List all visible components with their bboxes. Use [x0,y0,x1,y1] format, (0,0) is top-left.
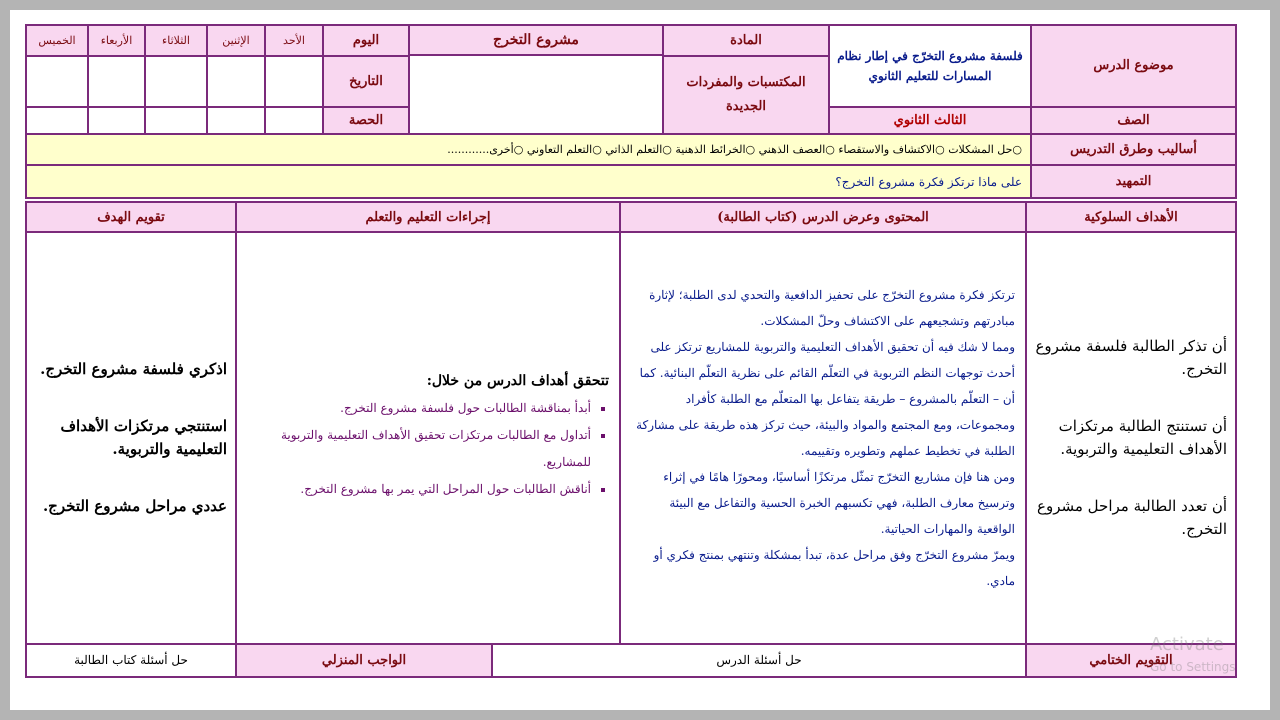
intro-value: على ماذا ترتكز فكرة مشروع التخرج؟ [26,165,1031,198]
objective-item: أن تذكر الطالبة فلسفة مشروع التخرج. [1035,336,1227,378]
day-label: اليوم [323,25,409,56]
objective-item: أن تعدد الطالبة مراحل مشروع التخرج. [1037,496,1227,538]
lesson-body-table [25,201,1237,678]
date-label: التاريخ [323,56,409,106]
period-label: الحصة [323,107,409,134]
day-sunday: الأحد [265,25,323,56]
methods-label: أساليب وطرق التدريس [1031,134,1236,165]
objective-item: أن تستنتج الطالبة مرتكزات الأهداف التعليمية والتربوية. [1058,416,1227,458]
content-paragraph: ترتكز فكرة مشروع التخرّج على تحفيز الدافعية والتحدي لدى الطلبة؛ لإثارة مبادرتهم وتشجيعهم على الاكتشاف وحلّ المشكلات. [649,287,1015,328]
date-cell-wednesday [88,56,145,106]
objectives-header: الأهداف السلوكية [1026,202,1236,232]
period-cell-wednesday [88,107,145,134]
procedures-header: إجراءات التعليم والتعلم [236,202,620,232]
period-cell-tuesday [145,107,207,134]
activation-watermark: Activate [1150,634,1224,655]
date-cell-monday [207,56,265,106]
homework-label: الواجب المنزلي [236,644,492,677]
content-header: المحتوى وعرض الدرس (كتاب الطالبة) [620,202,1026,232]
objectives-cell [1026,232,1236,644]
grade-value: الثالث الثانوي [829,107,1031,134]
content-paragraph: ويمرّ مشروع التخرّج وفق مراحل عدة، تبدأ بمشكلة وتنتهي بمنتج فكري أو مادي. [653,547,1015,588]
topic-label: موضوع الدرس [1031,25,1236,107]
lesson-header-table [25,24,1237,199]
procedure-item: ▪ أناقش الطالبات حول المراحل التي يمر بها مشروع التخرج. [247,476,591,503]
procedure-item: ▪ أتداول مع الطالبات مرتكزات تحقيق الأهداف التعليمية والتربوية للمشاريع. [247,422,591,476]
period-cell-thursday [26,107,88,134]
skills-label: المكتسبات والمفردات الجديدة [663,56,829,134]
evaluation-item: استنتجي مرتكزات الأهداف التعليمية والتربوية. [60,416,227,458]
evaluation-item: عددي مراحل مشروع التخرج. [42,496,227,515]
day-wednesday: الأربعاء [88,25,145,56]
date-cell-tuesday [145,56,207,106]
project-label-cell [409,25,663,134]
day-monday: الإثنين [207,25,265,56]
final-eval-value: حل أسئلة الدرس [492,644,1026,677]
procedures-intro: تتحقق أهداف الدرس من خلال: [426,372,609,389]
content-paragraph: ومما لا شك فيه أن تحقيق الأهداف التعليمية والتربوية للمشاريع ترتكز على أحدث توجهات النظم التربوية في التعلّم القائم على نظرية التعلّم البنائية. كما أن – التعلّم بالمشروع – طريقة يتفاعل بها المتعلّم مع الطلبة كأفراد ومجموعات، ومع المجتمع والمواد والبيئة، حيث تركز هذه طريقة على مشاركة الطلبة في تخطيط عملهم وتطويره وتقييمه. [636,339,1015,458]
subject-label: المادة [663,25,829,56]
grade-label: الصف [1031,107,1236,134]
date-cell-sunday [265,56,323,106]
evaluation-item: اذكري فلسفة مشروع التخرج. [40,359,227,378]
evaluation-header: تقويم الهدف [26,202,236,232]
intro-label: التمهيد [1031,165,1236,198]
homework-value: حل أسئلة كتاب الطالبة [26,644,236,677]
project-label: مشروع التخرج [410,26,662,56]
evaluation-cell [26,232,236,644]
date-cell-thursday [26,56,88,106]
period-cell-sunday [265,107,323,134]
day-tuesday: الثلاثاء [145,25,207,56]
activation-watermark-subtitle: Go to Settings [1150,660,1236,674]
content-cell [620,232,1026,644]
day-thursday: الخميس [26,25,88,56]
procedure-item: ▪ أبدأ بمناقشة الطالبات حول فلسفة مشروع التخرج. [247,395,591,422]
period-cell-monday [207,107,265,134]
final-eval-label: التقويم الختامي [1026,644,1236,677]
content-paragraph: ومن هنا فإن مشاريع التخرّج تمثّل مرتكزًا أساسيًا، ومحورًا هامًا في إثراء وترسيخ معارف الطلبة، فهي تكسبهم الخبرة الحسية والتفاعل مع البيئة الواقعية والمهارات الحياتية. [663,469,1015,536]
topic-value: فلسفة مشروع التخرّج في إطار نظام المسارات للتعليم الثانوي [829,25,1031,107]
procedures-cell [236,232,620,644]
methods-value: ○حل المشكلات ○الاكتشاف والاستقصاء ○العصف الذهني ○الخرائط الذهنية ○التعلم الذاتي ○التعلم التعاوني ○أخرى............ [26,134,1031,165]
